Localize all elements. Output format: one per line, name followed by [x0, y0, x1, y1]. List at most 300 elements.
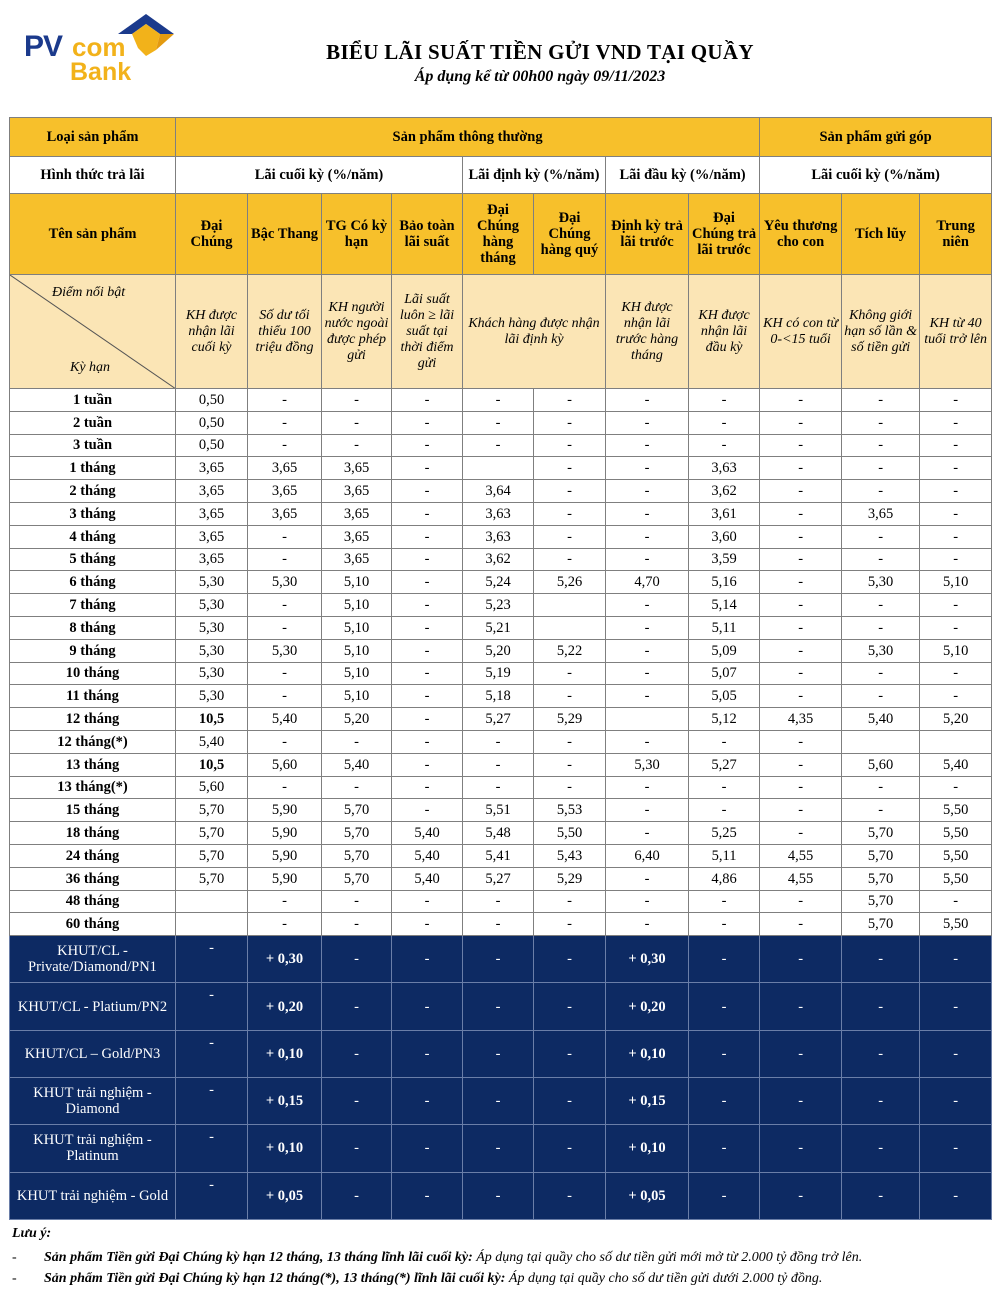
vip-bonus-cell: -	[322, 1172, 392, 1219]
rate-cell: 3,65	[322, 525, 392, 548]
rate-cell: 5,90	[248, 867, 322, 890]
rate-cell: 5,27	[689, 753, 760, 776]
rate-cell: -	[920, 890, 992, 913]
vip-bonus-cell: -	[392, 1078, 463, 1125]
vip-bonus-cell: -	[176, 1125, 248, 1172]
rate-cell: -	[689, 799, 760, 822]
vip-bonus-cell: -	[322, 1030, 392, 1077]
rate-cell: -	[842, 799, 920, 822]
vip-row	[10, 1125, 992, 1172]
vip-bonus-cell: -	[760, 983, 842, 1030]
term-cell: 3 tháng	[10, 502, 176, 525]
rate-cell: -	[760, 389, 842, 412]
rate-cell: -	[842, 594, 920, 617]
term-cell: 13 tháng	[10, 753, 176, 776]
header-end-interest-2: Lãi cuối kỳ (%/năm)	[760, 157, 992, 194]
rate-cell: -	[248, 913, 322, 936]
rate-cell: 3,65	[176, 480, 248, 503]
rate-cell: -	[463, 411, 534, 434]
vip-bonus-cell: -	[176, 1078, 248, 1125]
vip-bonus-cell: -	[463, 1125, 534, 1172]
rate-cell: 5,40	[322, 753, 392, 776]
rate-cell	[176, 890, 248, 913]
rate-cell: -	[689, 890, 760, 913]
rate-cell: 5,21	[463, 616, 534, 639]
vip-label: KHUT trải nghiệm - Gold	[10, 1172, 176, 1219]
rate-cell: -	[534, 434, 606, 457]
rate-cell: -	[534, 685, 606, 708]
vip-row	[10, 1030, 992, 1077]
rate-cell	[534, 594, 606, 617]
highlight-cell: KH người nước ngoài được phép gửi	[322, 275, 392, 389]
rate-cell: -	[842, 411, 920, 434]
header-payment-form: Hình thức trả lãi	[10, 157, 176, 194]
rate-cell: 3,65	[248, 480, 322, 503]
rate-cell: 10,5	[176, 753, 248, 776]
rate-cell: 5,26	[534, 571, 606, 594]
rate-cell: 3,65	[842, 502, 920, 525]
vip-label: KHUT trải nghiệm - Diamond	[10, 1078, 176, 1125]
rate-cell: 5,27	[463, 708, 534, 731]
rate-cell: -	[248, 685, 322, 708]
rate-cell: 5,30	[248, 639, 322, 662]
rate-cell: 3,63	[689, 457, 760, 480]
rate-cell: -	[322, 890, 392, 913]
vip-row	[10, 936, 992, 983]
vip-bonus-cell: -	[176, 983, 248, 1030]
rate-cell: -	[392, 890, 463, 913]
rate-cell: 4,86	[689, 867, 760, 890]
highlight-cell: KH được nhận lãi đầu kỳ	[689, 275, 760, 389]
rate-cell: 5,12	[689, 708, 760, 731]
rate-cell: -	[534, 776, 606, 799]
vip-bonus-cell: + 0,10	[606, 1125, 689, 1172]
rate-cell	[606, 708, 689, 731]
product-name-cell: Đại Chúng trả lãi trước	[689, 194, 760, 275]
rate-row	[10, 913, 992, 936]
vip-bonus-cell: -	[842, 1172, 920, 1219]
rate-cell: -	[392, 799, 463, 822]
rate-cell: -	[689, 411, 760, 434]
rate-row	[10, 389, 992, 412]
rate-cell: -	[534, 548, 606, 571]
note-bold: Sản phẩm Tiền gửi Đại Chúng kỳ hạn 12 tháng, 13 tháng lĩnh lãi cuối kỳ:	[44, 1250, 473, 1265]
rate-cell: 5,40	[392, 867, 463, 890]
rate-cell: -	[392, 616, 463, 639]
rate-cell: 5,11	[689, 616, 760, 639]
rate-cell: 5,50	[920, 867, 992, 890]
interest-rate-table	[9, 117, 992, 1220]
vip-bonus-cell: -	[920, 983, 992, 1030]
vip-bonus-cell: + 0,15	[606, 1078, 689, 1125]
rate-cell: -	[392, 685, 463, 708]
vip-bonus-cell: + 0,30	[606, 936, 689, 983]
rate-cell: -	[606, 662, 689, 685]
rate-row	[10, 434, 992, 457]
vip-bonus-cell: + 0,20	[606, 983, 689, 1030]
rate-row	[10, 616, 992, 639]
vip-bonus-cell: -	[689, 1030, 760, 1077]
vip-label: KHUT/CL - Platium/PN2	[10, 983, 176, 1030]
rate-row	[10, 662, 992, 685]
rate-cell: 5,30	[176, 616, 248, 639]
rate-cell: 5,40	[392, 822, 463, 845]
rate-cell: -	[606, 730, 689, 753]
rate-cell: 5,27	[463, 867, 534, 890]
rate-cell: 5,29	[534, 708, 606, 731]
rate-cell: 5,70	[842, 844, 920, 867]
rate-cell: 5,20	[920, 708, 992, 731]
vip-bonus-cell: -	[392, 1125, 463, 1172]
vip-bonus-cell: -	[920, 936, 992, 983]
product-name-cell: Trung niên	[920, 194, 992, 275]
rate-row	[10, 890, 992, 913]
rate-cell: 5,23	[463, 594, 534, 617]
rate-cell: -	[920, 548, 992, 571]
rate-cell: -	[322, 411, 392, 434]
rate-cell: -	[920, 662, 992, 685]
vip-label: KHUT/CL – Gold/PN3	[10, 1030, 176, 1077]
rate-cell: -	[920, 411, 992, 434]
vip-bonus-cell: -	[322, 936, 392, 983]
rate-cell: -	[392, 525, 463, 548]
vip-bonus-cell: + 0,30	[248, 936, 322, 983]
term-label: Kỳ hạn	[70, 360, 111, 375]
rate-cell: 5,50	[534, 822, 606, 845]
rate-cell: 5,10	[322, 662, 392, 685]
rate-cell: 5,70	[842, 890, 920, 913]
vip-bonus-cell: -	[534, 1030, 606, 1077]
vip-bonus-cell: -	[176, 1030, 248, 1077]
term-cell: 4 tháng	[10, 525, 176, 548]
product-name-cell: TG Có kỳ hạn	[322, 194, 392, 275]
header-product-type: Loại sản phẩm	[10, 118, 176, 157]
vip-bonus-cell: -	[842, 1030, 920, 1077]
rate-cell: 3,63	[463, 502, 534, 525]
rate-cell: -	[606, 799, 689, 822]
rate-row	[10, 411, 992, 434]
rate-cell: 3,64	[463, 480, 534, 503]
rate-cell: 5,30	[248, 571, 322, 594]
highlight-cell: KH từ 40 tuổi trở lên	[920, 275, 992, 389]
rate-cell: -	[689, 389, 760, 412]
rate-cell: 5,70	[176, 844, 248, 867]
rate-cell: -	[920, 685, 992, 708]
rate-cell: 5,50	[920, 844, 992, 867]
rate-cell: -	[392, 913, 463, 936]
rate-cell: -	[760, 457, 842, 480]
rate-cell: -	[534, 913, 606, 936]
rate-cell: -	[534, 457, 606, 480]
rate-cell: 5,10	[322, 594, 392, 617]
rate-cell: -	[322, 776, 392, 799]
rate-cell: 5,40	[842, 708, 920, 731]
rate-cell: -	[392, 753, 463, 776]
rate-cell: -	[534, 730, 606, 753]
rate-cell: -	[534, 480, 606, 503]
highlight-cell: Khách hàng được nhận lãi định kỳ	[463, 275, 606, 389]
rate-cell: -	[392, 457, 463, 480]
rate-cell: 4,55	[760, 844, 842, 867]
rate-cell: -	[760, 639, 842, 662]
highlight-cell: KH được nhận lãi trước hàng tháng	[606, 275, 689, 389]
rate-cell: 5,90	[248, 844, 322, 867]
rate-cell: -	[463, 730, 534, 753]
rate-cell: -	[606, 867, 689, 890]
rate-cell: -	[534, 525, 606, 548]
vip-bonus-cell: -	[463, 936, 534, 983]
rate-cell: -	[760, 890, 842, 913]
vip-bonus-cell: -	[760, 1125, 842, 1172]
highlight-label: Điểm nổi bật	[52, 285, 126, 300]
rate-cell: -	[606, 822, 689, 845]
rate-cell: 5,10	[920, 639, 992, 662]
rate-cell: 5,40	[176, 730, 248, 753]
rate-cell: -	[760, 594, 842, 617]
rate-cell: 5,43	[534, 844, 606, 867]
rate-cell: -	[392, 776, 463, 799]
vip-bonus-cell: + 0,10	[248, 1125, 322, 1172]
term-cell: 6 tháng	[10, 571, 176, 594]
rate-cell: 5,70	[322, 867, 392, 890]
vip-bonus-cell: -	[842, 983, 920, 1030]
note-bold: Sản phẩm Tiền gửi Đại Chúng kỳ hạn 12 tháng(*), 13 tháng(*) lĩnh lãi cuối kỳ:	[44, 1271, 506, 1286]
rate-cell: 5,70	[176, 867, 248, 890]
vip-bonus-cell: -	[760, 1030, 842, 1077]
rate-cell: 3,60	[689, 525, 760, 548]
vip-bonus-cell: -	[689, 936, 760, 983]
notes	[12, 1226, 987, 1292]
rate-cell: -	[760, 548, 842, 571]
rate-cell: 3,61	[689, 502, 760, 525]
vip-bonus-cell: + 0,05	[606, 1172, 689, 1219]
rate-cell: 5,50	[920, 913, 992, 936]
rate-cell: -	[842, 480, 920, 503]
vip-bonus-cell: -	[534, 1125, 606, 1172]
product-name-cell: Bậc Thang	[248, 194, 322, 275]
term-cell: 12 tháng	[10, 708, 176, 731]
rate-cell: 5,05	[689, 685, 760, 708]
rate-cell: -	[534, 502, 606, 525]
rate-cell: -	[248, 525, 322, 548]
rate-cell: 3,59	[689, 548, 760, 571]
rate-cell: 5,70	[176, 799, 248, 822]
highlight-cell: KH được nhận lãi cuối kỳ	[176, 275, 248, 389]
rate-row	[10, 685, 992, 708]
rate-cell: 4,70	[606, 571, 689, 594]
rate-cell: -	[689, 776, 760, 799]
rate-cell: -	[606, 685, 689, 708]
rate-cell: 5,10	[322, 571, 392, 594]
rate-cell: -	[606, 434, 689, 457]
rate-row	[10, 822, 992, 845]
rate-cell: -	[842, 616, 920, 639]
vip-bonus-cell: -	[689, 983, 760, 1030]
rate-cell: -	[760, 753, 842, 776]
rate-cell: -	[606, 502, 689, 525]
rate-row	[10, 571, 992, 594]
rate-cell: -	[606, 594, 689, 617]
vip-bonus-cell: -	[842, 1078, 920, 1125]
rate-cell: 5,18	[463, 685, 534, 708]
rate-cell: -	[606, 913, 689, 936]
rate-cell: 5,41	[463, 844, 534, 867]
vip-bonus-cell: -	[920, 1030, 992, 1077]
term-cell: 18 tháng	[10, 822, 176, 845]
rate-cell: -	[248, 730, 322, 753]
rate-cell	[920, 730, 992, 753]
vip-bonus-cell: -	[689, 1172, 760, 1219]
rate-row	[10, 708, 992, 731]
rate-cell: -	[463, 753, 534, 776]
rate-cell: -	[392, 571, 463, 594]
rate-cell: -	[534, 662, 606, 685]
rate-cell: -	[392, 708, 463, 731]
rate-cell: 5,30	[842, 639, 920, 662]
rate-cell: -	[760, 571, 842, 594]
rate-cell: -	[392, 639, 463, 662]
product-name-cell: Đại Chúng hàng tháng	[463, 194, 534, 275]
rate-cell: 5,70	[176, 822, 248, 845]
rate-cell: -	[920, 616, 992, 639]
rate-cell: -	[606, 890, 689, 913]
rate-cell: 5,30	[176, 594, 248, 617]
rate-cell: 3,65	[322, 548, 392, 571]
rate-cell: 5,60	[248, 753, 322, 776]
term-cell: 15 tháng	[10, 799, 176, 822]
rate-cell: -	[689, 730, 760, 753]
rate-row	[10, 525, 992, 548]
rate-cell: -	[920, 389, 992, 412]
vip-bonus-cell: -	[392, 1030, 463, 1077]
term-cell: 5 tháng	[10, 548, 176, 571]
rate-cell: 5,30	[606, 753, 689, 776]
rate-row	[10, 457, 992, 480]
rate-cell: -	[760, 685, 842, 708]
term-cell: 12 tháng(*)	[10, 730, 176, 753]
rate-cell: 5,30	[176, 685, 248, 708]
rate-cell: 5,70	[842, 822, 920, 845]
rate-cell: -	[760, 730, 842, 753]
rate-cell: -	[392, 594, 463, 617]
vip-bonus-cell: -	[760, 1172, 842, 1219]
rate-cell: 5,48	[463, 822, 534, 845]
rate-row	[10, 480, 992, 503]
rate-cell: -	[689, 913, 760, 936]
highlight-cell: Số dư tối thiểu 100 triệu đồng	[248, 275, 322, 389]
rate-cell: -	[842, 389, 920, 412]
rate-cell: 5,09	[689, 639, 760, 662]
vip-row	[10, 1172, 992, 1219]
rate-cell: 5,10	[920, 571, 992, 594]
rate-cell: -	[606, 411, 689, 434]
rate-cell: -	[920, 776, 992, 799]
rate-cell: 5,90	[248, 822, 322, 845]
rate-cell: -	[248, 548, 322, 571]
rate-cell: -	[920, 502, 992, 525]
header-product-name: Tên sản phẩm	[10, 194, 176, 275]
rate-cell: 3,65	[176, 548, 248, 571]
rate-cell: 5,29	[534, 867, 606, 890]
vip-bonus-cell: -	[534, 1172, 606, 1219]
rate-cell: -	[534, 389, 606, 412]
rate-cell: -	[689, 434, 760, 457]
rate-cell: -	[322, 730, 392, 753]
rate-cell: 5,50	[920, 799, 992, 822]
rate-cell: 5,70	[842, 913, 920, 936]
rate-row	[10, 776, 992, 799]
rate-cell: -	[392, 434, 463, 457]
rate-cell	[463, 457, 534, 480]
term-cell: 24 tháng	[10, 844, 176, 867]
rate-cell: -	[760, 480, 842, 503]
vip-bonus-cell: -	[322, 983, 392, 1030]
rate-cell: -	[842, 525, 920, 548]
product-name-cell: Tích lũy	[842, 194, 920, 275]
rate-cell: 6,40	[606, 844, 689, 867]
term-cell: 2 tuần	[10, 411, 176, 434]
vip-label: KHUT trải nghiệm - Platinum	[10, 1125, 176, 1172]
vip-bonus-cell: + 0,15	[248, 1078, 322, 1125]
rate-cell: 5,60	[842, 753, 920, 776]
highlight-term-header	[10, 275, 176, 389]
rate-cell: -	[760, 799, 842, 822]
rate-cell: 3,65	[322, 502, 392, 525]
rate-row	[10, 799, 992, 822]
rate-cell: -	[760, 502, 842, 525]
rate-cell: 5,70	[322, 844, 392, 867]
rate-cell: -	[760, 411, 842, 434]
product-name-cell: Yêu thương cho con	[760, 194, 842, 275]
page-subtitle: Áp dụng kể từ 00h00 ngày 09/11/2023	[414, 68, 666, 85]
vip-bonus-cell: + 0,05	[248, 1172, 322, 1219]
header-group-saving: Sản phẩm gửi góp	[760, 118, 992, 157]
rate-cell: 10,5	[176, 708, 248, 731]
term-cell: 9 tháng	[10, 639, 176, 662]
rate-cell: -	[606, 457, 689, 480]
rate-cell: -	[322, 389, 392, 412]
product-name-cell: Định kỳ trả lãi trước	[606, 194, 689, 275]
rate-cell: 5,24	[463, 571, 534, 594]
vip-bonus-cell: -	[322, 1078, 392, 1125]
note-text: Áp dụng tại quầy cho số dư tiền gửi dưới 2.000 tỷ đồng.	[505, 1271, 823, 1286]
rate-cell: -	[463, 389, 534, 412]
rate-row	[10, 753, 992, 776]
note-line: - Sản phẩm Tiền gửi Đại Chúng kỳ hạn 12 tháng(*), 13 tháng(*) lĩnh lãi cuối kỳ: Áp dụng tại quầy cho số dư tiền gửi dưới 2.000 tỷ đồng.	[12, 1271, 823, 1286]
rate-cell: -	[322, 434, 392, 457]
term-cell: 3 tuần	[10, 434, 176, 457]
rate-cell: -	[392, 480, 463, 503]
logo-pv: PV	[24, 30, 63, 63]
rate-cell: -	[392, 411, 463, 434]
rate-cell: 5,70	[842, 867, 920, 890]
vip-bonus-cell: -	[463, 1078, 534, 1125]
rate-cell: -	[463, 776, 534, 799]
rate-cell	[176, 913, 248, 936]
rate-cell: 0,50	[176, 389, 248, 412]
logo-com: com	[72, 32, 126, 62]
rate-cell: -	[760, 525, 842, 548]
rate-cell: -	[920, 594, 992, 617]
rate-row	[10, 639, 992, 662]
rate-cell: -	[920, 457, 992, 480]
vip-bonus-cell: -	[920, 1125, 992, 1172]
rate-cell: -	[760, 776, 842, 799]
term-cell: 60 tháng	[10, 913, 176, 936]
rate-cell: -	[606, 525, 689, 548]
product-name-cell: Đại Chúng hàng quý	[534, 194, 606, 275]
vip-bonus-cell: -	[176, 1172, 248, 1219]
